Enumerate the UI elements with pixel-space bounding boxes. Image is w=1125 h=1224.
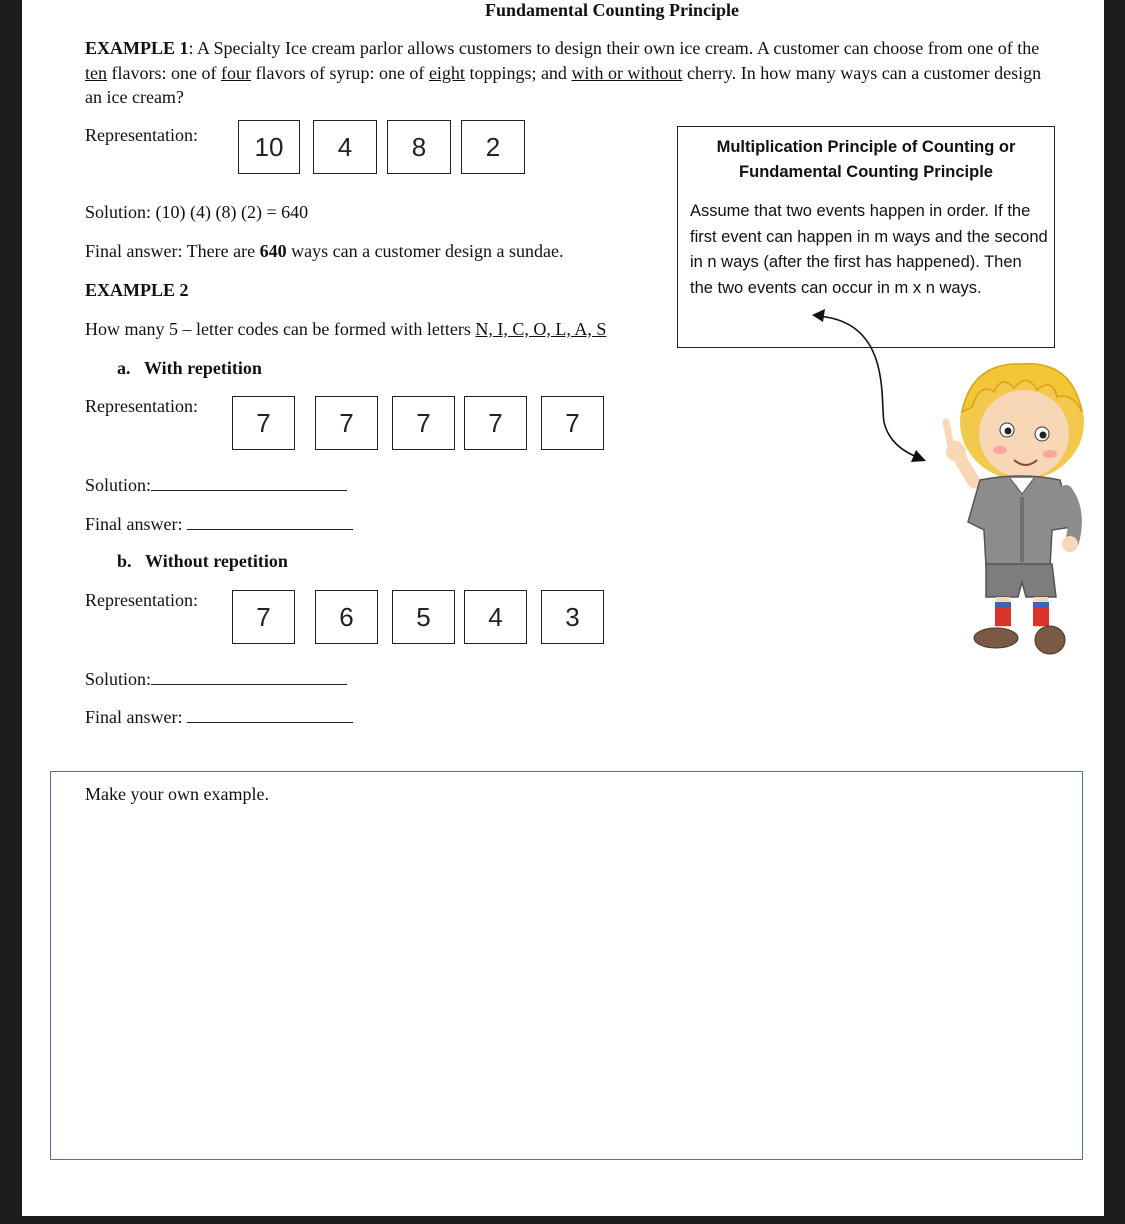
part-a-box-3: 7 [392,396,455,450]
example1-representation-label: Representation: [85,125,198,145]
part-a-box-4: 7 [464,396,527,450]
part-a-final-blank[interactable] [187,513,353,530]
example1-box-2: 4 [313,120,377,174]
part-b-final-blank[interactable] [187,706,353,723]
example1-box-1: 10 [238,120,300,174]
part-b-box-4: 4 [464,590,527,644]
example2-question: How many 5 – letter codes can be formed with letters N, I, C, O, L, A, S [85,319,607,339]
principle-title: Multiplication Principle of Counting or Fundamental Counting Principle [716,138,1016,181]
boy-illustration [922,352,1092,662]
part-a-box-1: 7 [232,396,295,450]
part-b-box-3: 5 [392,590,455,644]
example1-box-4: 2 [461,120,525,174]
part-a-solution: Solution: [85,474,347,496]
curved-arrow-icon [802,300,942,480]
example1-heading: EXAMPLE 1 [85,38,189,58]
own-example-label: Make your own example. [85,784,269,804]
part-b-representation-label: Representation: [85,590,198,610]
part-a-final-answer: Final answer: [85,513,353,535]
principle-body: Assume that two events happen in order. If the first event can happen in m ways and the second in n ways (after the first has happened). Then the two events can occur in m x n ways. [690,202,1048,297]
part-b-solution: Solution: [85,668,347,690]
example1-final-answer: Final answer: There are 640 ways can a customer design a sundae. [85,241,564,261]
example1-box-3: 8 [387,120,451,174]
worksheet-page [22,0,1104,1216]
part-b-box-2: 6 [315,590,378,644]
page-title: Fundamental Counting Principle [484,0,740,20]
part-a-solution-blank[interactable] [151,474,347,491]
part-b-final-answer: Final answer: [85,706,353,728]
part-a-box-2: 7 [315,396,378,450]
own-example-box[interactable] [50,771,1083,1160]
part-a-representation-label: Representation: [85,396,198,416]
example1-solution: Solution: (10) (4) (8) (2) = 640 [85,202,309,222]
part-b-heading: b. Without repetition [117,551,288,571]
example1-paragraph: EXAMPLE 1: A Specialty Ice cream parlor allows customers to design their own ice cream. A customer can choose from one of the ten flavors: one of four flavors of syrup: one of eight toppings; and with or without cherry. In how many ways can a customer design an ice cream? [85,38,1042,107]
part-b-solution-blank[interactable] [151,668,347,685]
part-b-box-1: 7 [232,590,295,644]
part-a-box-5: 7 [541,396,604,450]
example2-heading: EXAMPLE 2 [85,280,189,300]
part-a-heading: a. With repetition [117,358,262,378]
part-b-box-5: 3 [541,590,604,644]
